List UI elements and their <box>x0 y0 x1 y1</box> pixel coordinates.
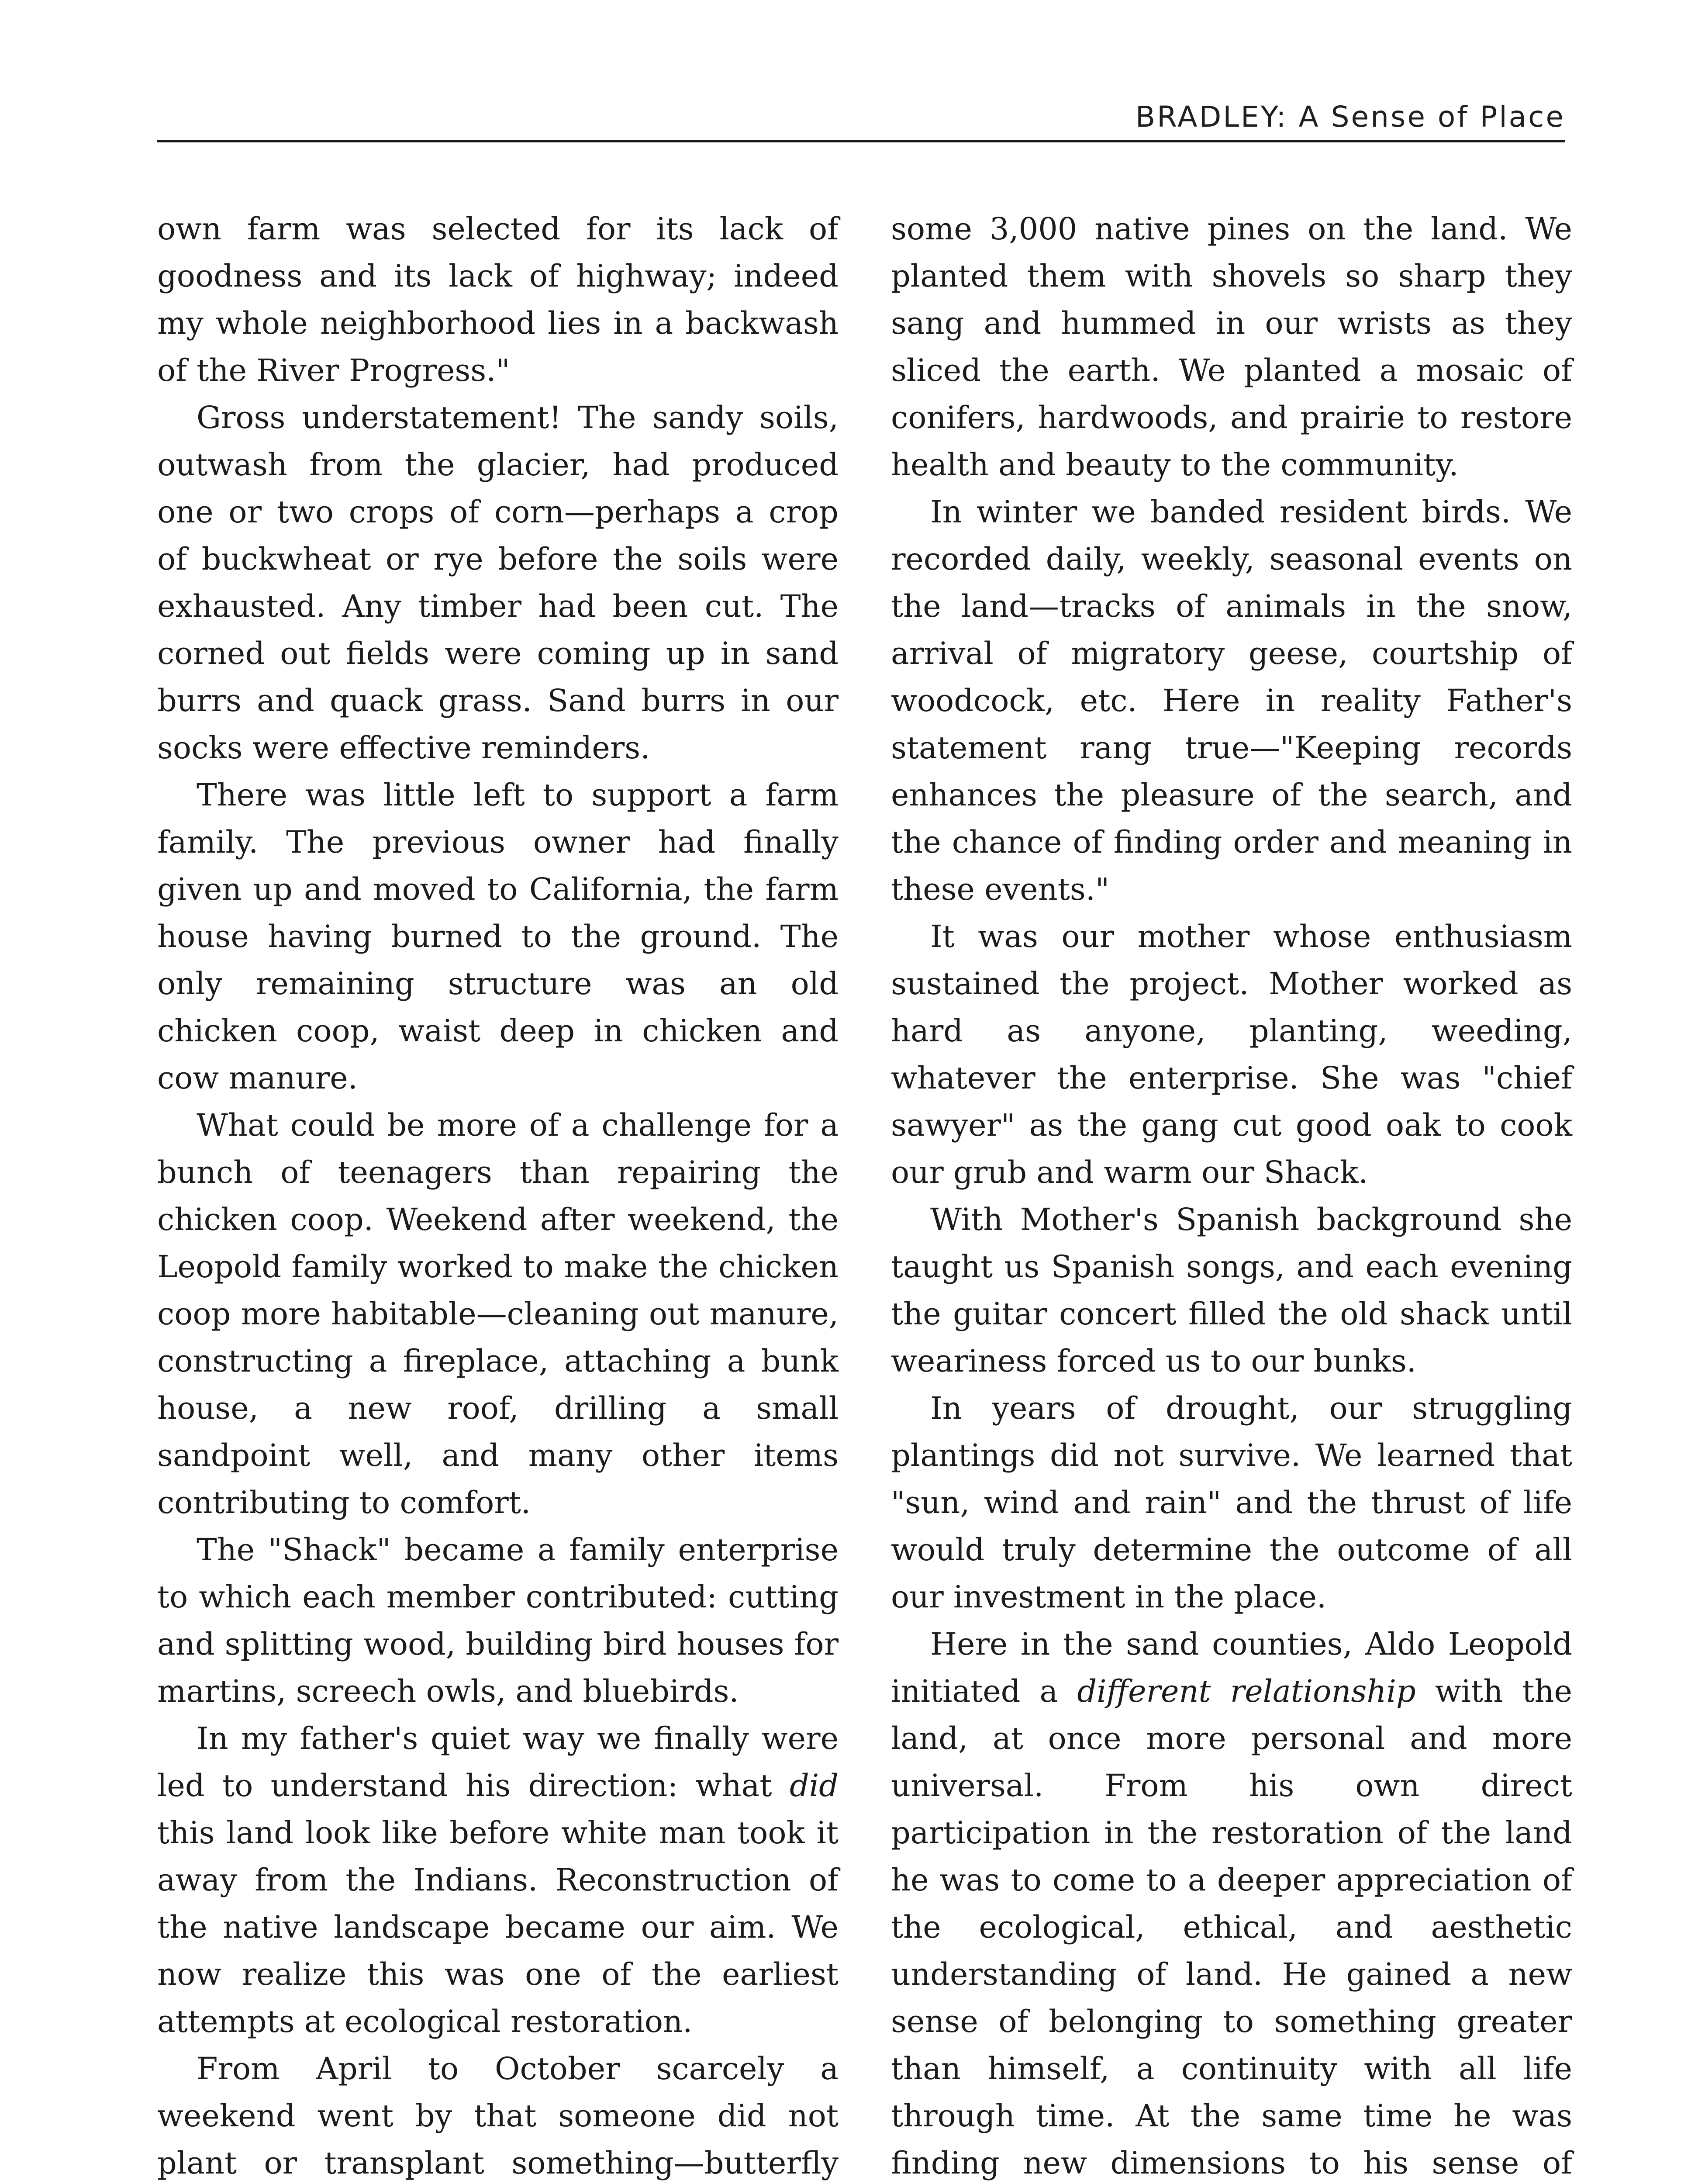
paragraph: Gross understatement! The sandy soils, outwash from the glacier, had produced one or two crops of corn—perhaps a crop of buckwheat or rye before the soils were exhausted. Any timber had been cut. The corned out fields were coming up in sand burrs and quack grass. Sand burrs in our socks were effective reminders. <box>157 400 839 766</box>
running-head-title: BRADLEY: A Sense of Place <box>1135 100 1565 134</box>
right-column <box>891 205 1572 2184</box>
paragraph: In winter we banded resident birds. We recorded daily, weekly, seasonal events on the land—tracks of animals in the snow, arrival of migratory geese, courtship of woodcock, etc. Here in reality Father's statement rang true—"Keeping records enhances the pleasure of the search, and the chance of finding order and meaning in these events." <box>891 494 1572 907</box>
paragraph: With Mother's Spanish background she taught us Spanish songs, and each evening the guitar concert filled the old shack until weariness forced us to our bunks. <box>891 1202 1572 1379</box>
paragraph: It was our mother whose enthusiasm sustained the project. Mother worked as hard as anyone, planting, weeding, whatever the enterprise. She was "chief sawyer" as the gang cut good oak to cook our grub and warm our Shack. <box>891 919 1572 1190</box>
paragraph-text: In my father's quiet way we finally were led to understand his direction: what <box>157 1721 839 1804</box>
running-head <box>157 87 1565 142</box>
paragraph: own farm was selected for its lack of goodness and its lack of highway; indeed my whole neighborhood lies in a backwash of the River Progress." <box>157 211 839 388</box>
left-column <box>157 205 839 2184</box>
paragraph-text: Here in the sand counties, Aldo Leopold initiated a <box>891 1626 1572 1709</box>
paragraph: The "Shack" became a family enterprise to which each member contributed: cutting and splitting wood, building bird houses for martins, screech owls, and bluebirds. <box>157 1532 839 1709</box>
paragraph-text: with the land, at once more personal and more universal. From his own direct participation in the restoration of the land he was to come to a deeper appreciation of the ecological, ethical, and aesthetic understanding of land. He gained a new sense of belonging to something greater than himself, a continuity with all life through time. At the same time he was finding new dimensions to his sense of <box>891 1673 1572 2181</box>
paragraph <box>157 1715 839 2045</box>
paragraph: From April to October scarcely a weekend went by that someone did not plant or transplant something—butterfly <box>157 2051 839 2181</box>
paragraph <box>891 1621 1572 2184</box>
paragraph: In years of drought, our struggling plantings did not survive. We learned that "sun, wind and rain" and the thrust of life would truly determine the outcome of all our investment in the place. <box>891 1390 1572 1615</box>
paragraph: What could be more of a challenge for a bunch of teenagers than repairing the chicken coop. Weekend after weekend, the Leopold family worked to make the chicken coop more habitable—cleaning out manure, constructing a fireplace, attaching a bunk house, a new roof, drilling a small sandpoint well, and many other items contributing to comfort. <box>157 1107 839 1521</box>
emphasis-text: did <box>789 1768 839 1804</box>
paragraph-text: this land look like before white man took it away from the Indians. Reconstruction of the native landscape became our aim. We now realize this was one of the earliest attempts at ecological restoration. <box>157 1815 839 2039</box>
paragraph: some 3,000 native pines on the land. We planted them with shovels so sharp they sang and hummed in our wrists as they sliced the earth. We planted a mosaic of conifers, hardwoods, and prairie to restore health and beauty to the community. <box>891 211 1572 483</box>
emphasis-text: different relationship <box>1077 1673 1416 1709</box>
paragraph: There was little left to support a farm family. The previous owner had finally given up and moved to California, the farm house having burned to the ground. The only remaining structure was an old chicken coop, waist deep in chicken and cow manure. <box>157 777 839 1096</box>
